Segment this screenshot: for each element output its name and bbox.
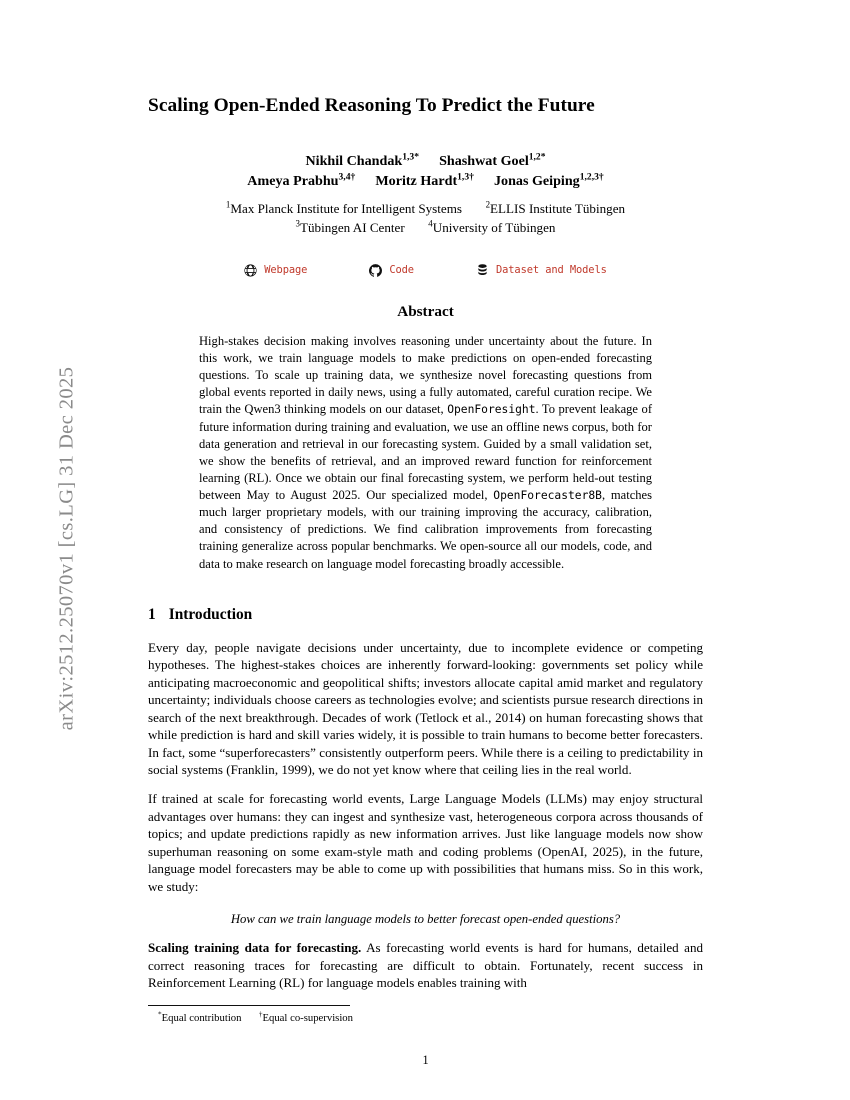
affiliation-list [148,200,703,238]
dataset-link-label: Dataset and Models [495,264,607,277]
author-superscript: 1,3* [402,151,420,163]
dataset-link[interactable] [476,264,607,277]
author-row-1 [148,151,703,171]
author-superscript: 1,2,3† [579,171,604,183]
intro-paragraph-3 [148,939,703,991]
section-number: 1 [148,605,156,623]
author-superscript: 1,2* [528,151,546,163]
abstract-text-part-2: . To prevent leakage of future information during training and evaluation, we use an offline news corpus, both for data generation and retrieval in our forecasting system. Guided by a small validation set, we show the benefits of retrieval, and an improved reward function for reinforcement learning (RL). Once we obtain our final forecasting system, we perform held-out testing between May to August 2025. Our specialized model, [199,402,652,503]
affiliation-row-2 [148,219,703,238]
intro-paragraph-1: Every day, people navigate decisions under uncertainty, due to incomplete evidence or competing hypotheses. The highest-stakes choices are inherently forward-looking: governments set policy while anticipating macroeconomic and geopolitical shifts; investors allocate capital amid market and regulatory uncertainty; individuals choose careers as technologies evolve; and scientists pursue research directions in search of the next breakthrough. Decades of work (Tetlock et al., 2014) on human forecasting shows that while prediction is hard and skill varies widely, it is possible to train humans to become better forecasters. In fact, some “superforecasters” consistently outperform peers. While there is a ceiling to predictability in social systems (Franklin, 1999), we do not yet know where that ceiling lies in the real world. [148,639,703,777]
affiliation: $^4$University of Tübingen [428,218,556,236]
page-number: 1 [422,1053,429,1067]
arxiv-stamp: arXiv:2512.25070v1 [cs.LG] 31 Dec 2025 [55,366,78,731]
footnote-text [158,1012,703,1026]
abstract-body [199,333,652,573]
author-name: Jonas Geiping$^{1,2,3\dagger}$ [493,171,604,190]
author-name: Moritz Hardt$^{1,3\dagger}$ [375,171,474,190]
paragraph-lead-in: Scaling training data for forecasting. [148,940,362,956]
affiliation: $^1$Max Planck Institute for Intelligent Systems [225,199,463,217]
paper-page [148,0,703,1100]
abstract-text-part-3: , matches much larger proprietary models, with our training improving the accuracy, calibration, and consistency of predictions. We find calibration improvements from forecasting training generalize across popular benchmarks. We open-source all our models, code, and data to make research on language model forecasting broadly accessible. [199,488,652,571]
github-icon [369,264,382,277]
webpage-link[interactable] [244,264,307,277]
webpage-link-label: Webpage [264,264,308,277]
author-row-2 [148,171,703,191]
resource-links [148,264,703,277]
model-name: OpenForecaster8B [493,489,602,503]
code-link-label: Code [389,264,414,277]
database-icon [476,264,489,277]
intro-paragraph-2: If trained at scale for forecasting world events, Large Language Models (LLMs) may enjoy structural advantages over humans: they can ingest and synthesize vast, heterogeneous corpora across thousands of topics; and update predictions rapidly as new information arrives. Just like language models now show superhuman reasoning on some exam-style math and coding problems (OpenAI, 2025), in the future, language model forecasters may be able to come up with possibilities that humans miss. So in this work, we study: [148,791,703,894]
footnote-equal-supervision: †Equal co-supervision [258,1010,353,1024]
research-question: How can we train language models to better forecast open-ended questions? [230,912,621,927]
affiliation: $^3$Tübingen AI Center [295,218,405,236]
author-superscript: 3,4† [338,171,356,183]
author-name: Shashwat Goel$^{1,2*}$ [439,151,546,170]
page-title: Scaling Open-Ended Reasoning To Predict the Future [148,95,595,116]
abstract-heading: Abstract [397,302,454,320]
author-superscript: 1,3† [457,171,474,183]
code-link[interactable] [369,264,414,277]
affiliation-row-1 [148,200,703,219]
abstract-text-part-1: High-stakes decision making involves reasoning under uncertainty about the future. In this work, we train language models to make predictions on open-ended forecasting questions. To scale up training data, we synthesize novel forecasting questions from global events reported in daily news, using a fully automated, careful curation recipe. We train the Qwen3 thinking models on our dataset, [199,333,652,417]
author-name: Nikhil Chandak$^{1,3*}$ [305,151,420,170]
dataset-name: OpenForesight [447,403,536,417]
affiliation: $^2$ELLIS Institute Tübingen [485,199,626,217]
globe-icon [244,264,257,277]
footnote-separator [148,1005,350,1006]
section-title: Introduction [168,605,253,623]
author-list [148,151,703,191]
footnote-equal-contribution: *Equal contribution [158,1010,242,1024]
paragraph-body-text: As forecasting world events is hard for humans, detailed and correct reasoning traces for forecasting are difficult to obtain. Fortunately, recent success in Reinforcement Learning (RL) for language models enables training with [148,940,704,991]
author-name: Ameya Prabhu$^{3,4\dagger}$ [247,171,356,190]
section-heading-introduction [148,606,703,624]
